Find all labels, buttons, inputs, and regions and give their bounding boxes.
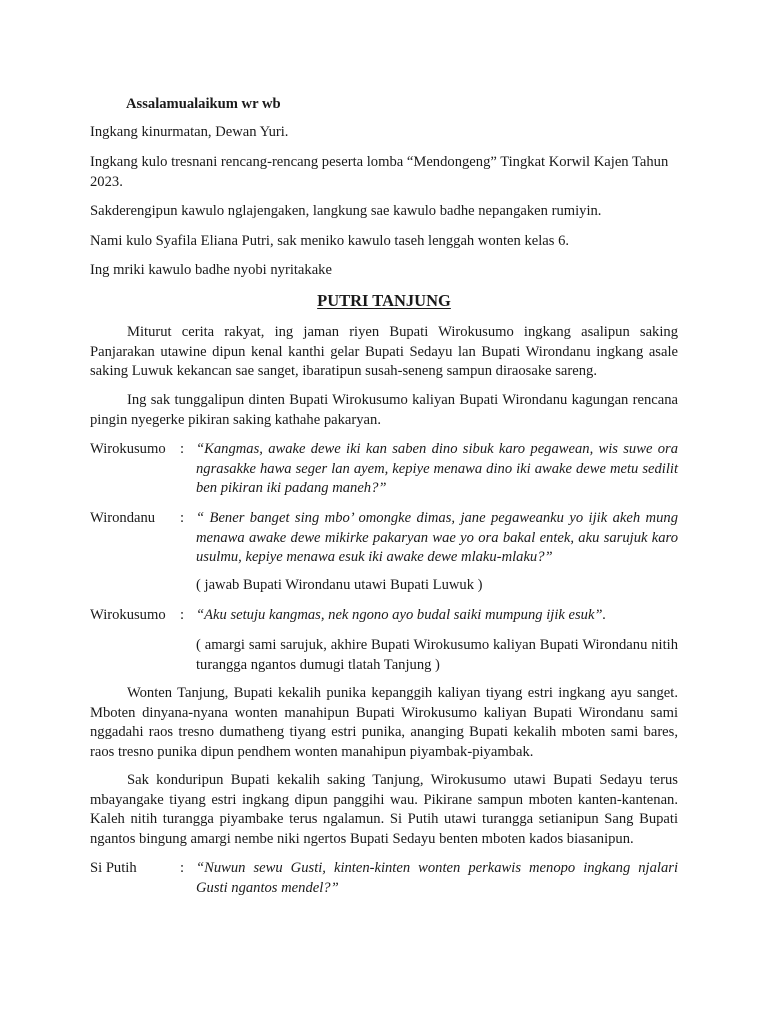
dialogue-line [90,440,678,499]
dialogue-line [90,859,678,898]
speaker-colon: : [180,510,185,526]
paragraph: Ing sak tunggalipun dinten Bupati Wirokusumo kaliyan Bupati Wirondanu kagungan rencana pingin nyegerke pikiran saking kathahe pakaryan. [90,392,678,428]
speaker-name: Wirokusumo [90,441,166,457]
intro-line: Nami kulo Syafila Eliana Putri, sak meniko kawulo taseh lenggah wonten kelas 6. [90,233,570,249]
narration-note: ( amargi sami sarujuk, akhire Bupati Wirokusumo kaliyan Bupati Wirondanu nitih turangga ngantos dumugi tlatah Tanjung ) [196,637,678,673]
speaker-colon: : [180,607,185,623]
dialogue-text: “Nuwun sewu Gusti, kinten-kinten wonten perkawis menopo ingkang njalari Gusti ngantos mendel?” [196,860,678,896]
paragraph: Sak konduripun Bupati kekalih saking Tanjung, Wirokusumo utawi Bupati Sedayu terus mbayangake tiyang estri ingkang dipun panggihi wau. Pikirane sampun mboten kanten-kantenan. Kaleh nitih turangga piyambake terus ngalamun. Si Putih utawi turangga setianipun Sang Bupati ngantos bingung amargi nembe niki ngertos Bupati Sedayu benten mboten kados biasanipun. [90,772,678,847]
intro-line: Ingkang kulo tresnani rencang-rencang peserta lomba “Mendongeng” Tingkat Korwil Kajen Tahun 2023. [90,154,669,190]
paragraph: Wonten Tanjung, Bupati kekalih punika kepanggih kaliyan tiyang estri ingkang ayu sanget. Mboten dinyana-nyana wonten manahipun Bupati Wirokusumo kaliyan Bupati Wirondanu sami nggadahi raos tresno dumatheng tiyang estri punika, ananging Bupati kekalih mboten sami bares, raos tresno punika dipun pendhem wonten manahipun piyambak-piyambak. [90,685,678,760]
intro-line: Ingkang kinurmatan, Dewan Yuri. [90,124,289,140]
speaker-name: Wirondanu [90,510,156,526]
dialogue-text: “ Bener banget sing mbo’ omongke dimas, jane pegaweanku yo ijik akeh mung menawa awake dewe mikirke pakaryan wae yo ora bakal entek, aku sarujuk karo usulmu, kepiye menawa esuk iki awake dewe mlaku-mlaku?” [196,510,678,565]
speaker-name: Wirokusumo [90,607,166,623]
dialogue-text: “Aku setuju kangmas, nek ngono ayo budal saiki mumpung ijik esuk”. [196,607,607,623]
speaker-colon: : [180,441,185,457]
dialogue-text: “Kangmas, awake dewe iki kan saben dino sibuk karo pegawean, wis suwe ora ngrasakke hawa seger lan ayem, kepiye menawa dino iki awake dewe metu sedilit ben pikiran iki padang maneh?” [196,441,678,496]
intro-line: Ing mriki kawulo badhe nyobi nyritakake [90,262,332,278]
speaker-name: Si Putih [90,860,137,876]
greeting: Assalamualaikum wr wb [126,96,281,112]
dialogue-line [90,509,678,568]
paragraph: Miturut cerita rakyat, ing jaman riyen Bupati Wirokusumo ingkang asalipun saking Panjarakan utawine dipun kenal kanthi gelar Bupati Sedayu lan Bupati Wirondanu ingkang asale saking Luwuk kekancan sae sanget, ibaratipun susah-seneng sampun diraosake sareng. [90,324,678,379]
speaker-colon: : [180,860,185,876]
narration-note: ( jawab Bupati Wirondanu utawi Bupati Luwuk ) [196,577,483,593]
story-title: PUTRI TANJUNG [317,291,451,310]
intro-line: Sakderengipun kawulo nglajengaken, langkung sae kawulo badhe nepangaken rumiyin. [90,203,602,219]
dialogue-line [90,606,678,626]
